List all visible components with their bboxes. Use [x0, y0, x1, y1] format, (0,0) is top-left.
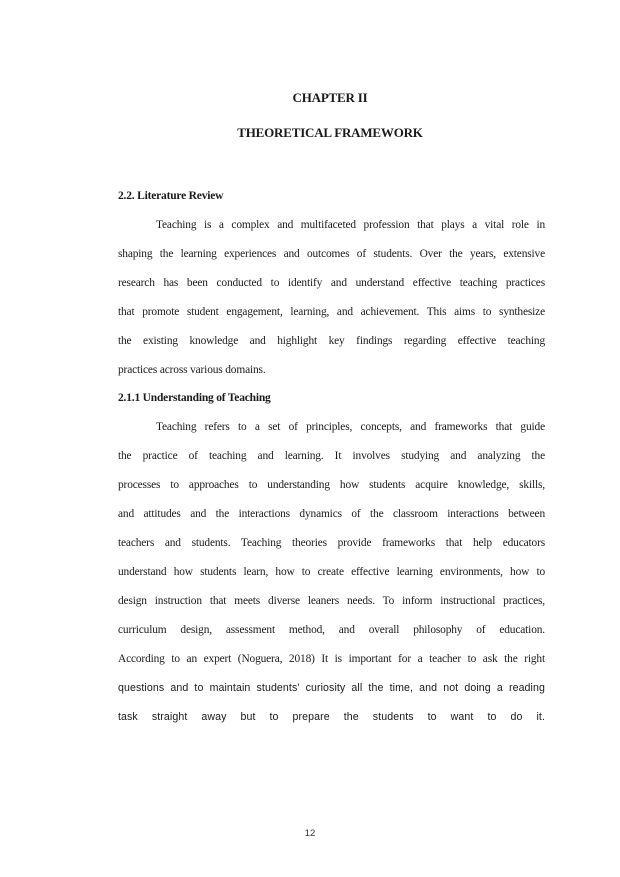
paragraph-line: the practice of teaching and learning. It involves studying and analyzing the: [118, 450, 545, 462]
paragraph-line: According to an expert (Noguera, 2018) It is important for a teacher to ask the right: [118, 653, 545, 665]
paragraph-line: design instruction that meets diverse leaners needs. To inform instructional practices,: [118, 595, 545, 607]
paragraph-line: that promote student engagement, learning, and achievement. This aims to synthesize: [118, 306, 545, 318]
paragraph-line: shaping the learning experiences and outcomes of students. Over the years, extensive: [118, 248, 545, 260]
paragraph-line: questions and to maintain students' curiosity all the time, and not doing a reading: [118, 682, 545, 694]
chapter-title: THEORETICAL FRAMEWORK: [237, 125, 423, 140]
paragraph-line: the existing knowledge and highlight key findings regarding effective teaching: [118, 335, 545, 347]
paragraph-line: research has been conducted to identify and understand effective teaching practices: [118, 277, 545, 289]
paragraph-line: Teaching is a complex and multifaceted profession that plays a vital role in: [156, 219, 545, 231]
paragraph-line: Teaching refers to a set of principles, concepts, and frameworks that guide: [156, 421, 545, 433]
paragraph-line: teachers and students. Teaching theories provide frameworks that help educators: [118, 537, 545, 549]
paragraph-line: practices across various domains.: [118, 364, 266, 376]
paragraph-line: task straight away but to prepare the students to want to do it.: [118, 711, 545, 723]
paragraph-line: processes to approaches to understanding how students acquire knowledge, skills,: [118, 479, 545, 491]
paragraph-line: understand how students learn, how to create effective learning environments, how to: [118, 566, 545, 578]
section-heading-understanding-of-teaching: 2.1.1 Understanding of Teaching: [118, 392, 271, 404]
page-number: 12: [304, 828, 316, 839]
chapter-heading: CHAPTER II: [292, 90, 368, 105]
paragraph-line: and attitudes and the interactions dynamics of the classroom interactions between: [118, 508, 545, 520]
section-heading-literature-review: 2.2. Literature Review: [118, 190, 224, 202]
paragraph-line: curriculum design, assessment method, and overall philosophy of education.: [118, 624, 545, 636]
